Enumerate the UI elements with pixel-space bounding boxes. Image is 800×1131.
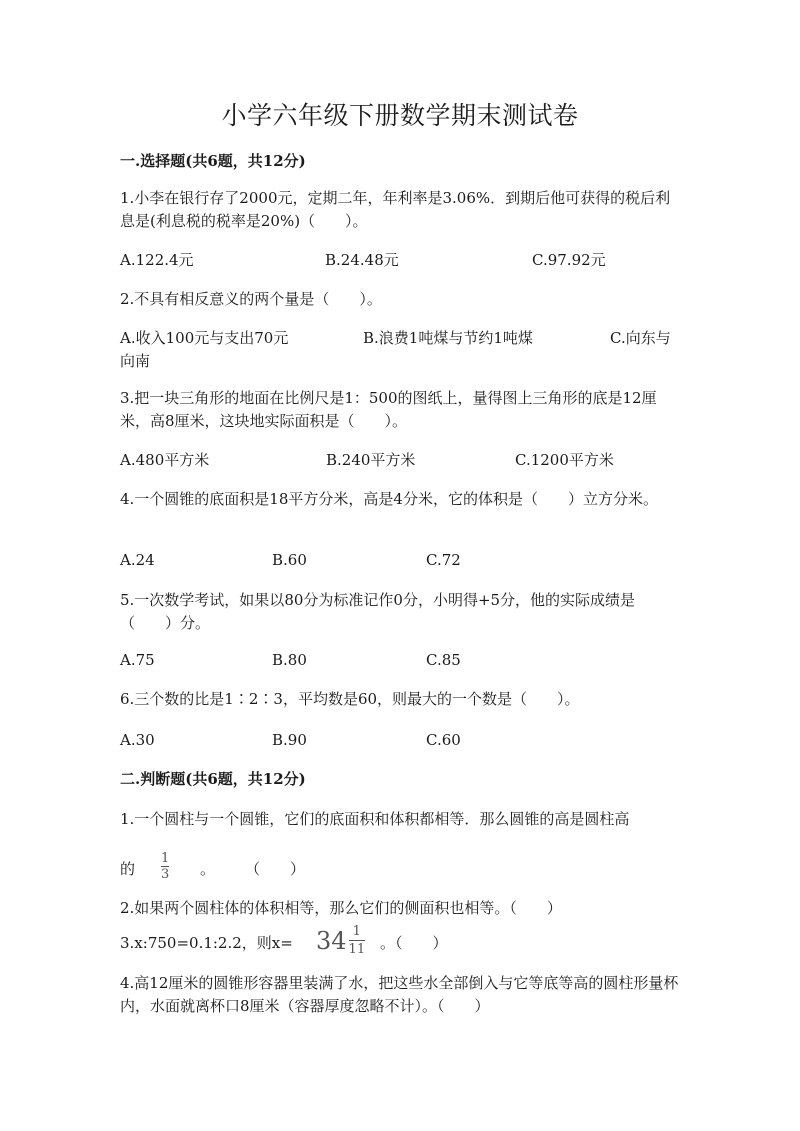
section-heading-judge: 二.判断题(共6题，共12分) [120,770,306,788]
judge-question-1-prefix: 的 [120,860,136,878]
judge-question-1-suffix: 。 （ ） [200,860,306,878]
mixed-fraction [349,924,366,957]
option-c: C.60 [426,731,461,749]
option-c: C.85 [426,651,461,669]
fraction-bar [349,940,366,941]
section-heading-choice: 一.选择题(共6题，共12分) [120,152,306,170]
choice-options-2 [120,327,690,373]
judge-question-4: 4.高12厘米的圆锥形容器里装满了水，把这些水全部倒入与它等底等高的圆柱形量杯内，水面就离杯口8厘米（容器厚度忽略不计）。（ ） [120,974,679,1015]
option-a: A.收入100元与支出70元 [120,329,289,347]
option-b: B.24.48元 [325,251,399,269]
fraction-one-third [161,852,169,881]
option-b: B.90 [272,731,307,749]
mixed-whole: 34 [316,926,347,955]
fraction-denominator: 11 [348,942,366,957]
option-c-continued: 向南 [120,352,151,370]
judge-question-1: 1.一个圆柱与一个圆锥，它们的底面积和体积都相等．那么圆锥的高是圆柱高 [120,810,630,828]
choice-question-2: 2.不具有相反意义的两个量是（ ）。 [120,290,382,308]
choice-question-6: 6.三个数的比是1∶2∶3，平均数是60，则最大的一个数是（ ）。 [120,690,580,708]
option-a: A.75 [120,651,155,669]
option-a: A.24 [120,551,155,569]
fraction-numerator: 1 [352,924,361,939]
choice-question-5: 5.一次数学考试，如果以80分为标准记作0分，小明得+5分，他的实际成绩是（ ）分。 [120,591,636,632]
fraction-numerator: 1 [161,851,170,866]
mixed-number [316,924,365,957]
judge-question-2: 2.如果两个圆柱体的体积相等，那么它们的侧面积也相等。（ ） [120,899,562,917]
choice-question-3: 3.把一块三角形的地面在比例尺是1：500的图纸上，量得图上三角形的底是12厘米，高8厘米，这块地实际面积是（ ）。 [120,389,657,430]
option-c: C.97.92元 [532,251,606,269]
option-a: A.30 [120,731,155,749]
page-title: 小学六年级下册数学期末测试卷 [221,101,579,130]
option-b: B.60 [272,551,307,569]
option-b: B.浪费1吨煤与节约1吨煤 [363,329,533,347]
fraction-denominator: 3 [161,867,170,882]
option-c: C.向东与 [610,329,671,347]
option-c: C.1200平方米 [515,451,614,469]
option-c: C.72 [426,551,461,569]
option-b: B.240平方米 [326,451,416,469]
option-a: A.122.4元 [120,251,194,269]
judge-question-3-suffix: 。（ ） [380,934,448,952]
choice-question-1: 1.小李在银行存了2000元，定期二年，年利率是3.06%．到期后他可获得的税后利息是(利息税的税率是20%)（ ）。 [120,189,671,230]
choice-question-4: 4.一个圆锥的底面积是18平方分米，高是4分米，它的体积是（ ）立方分米。 [120,490,658,508]
option-a: A.480平方米 [120,451,210,469]
judge-question-3-prefix: 3.x:750=0.1:2.2，则x= [120,934,293,952]
option-b: B.80 [272,651,307,669]
